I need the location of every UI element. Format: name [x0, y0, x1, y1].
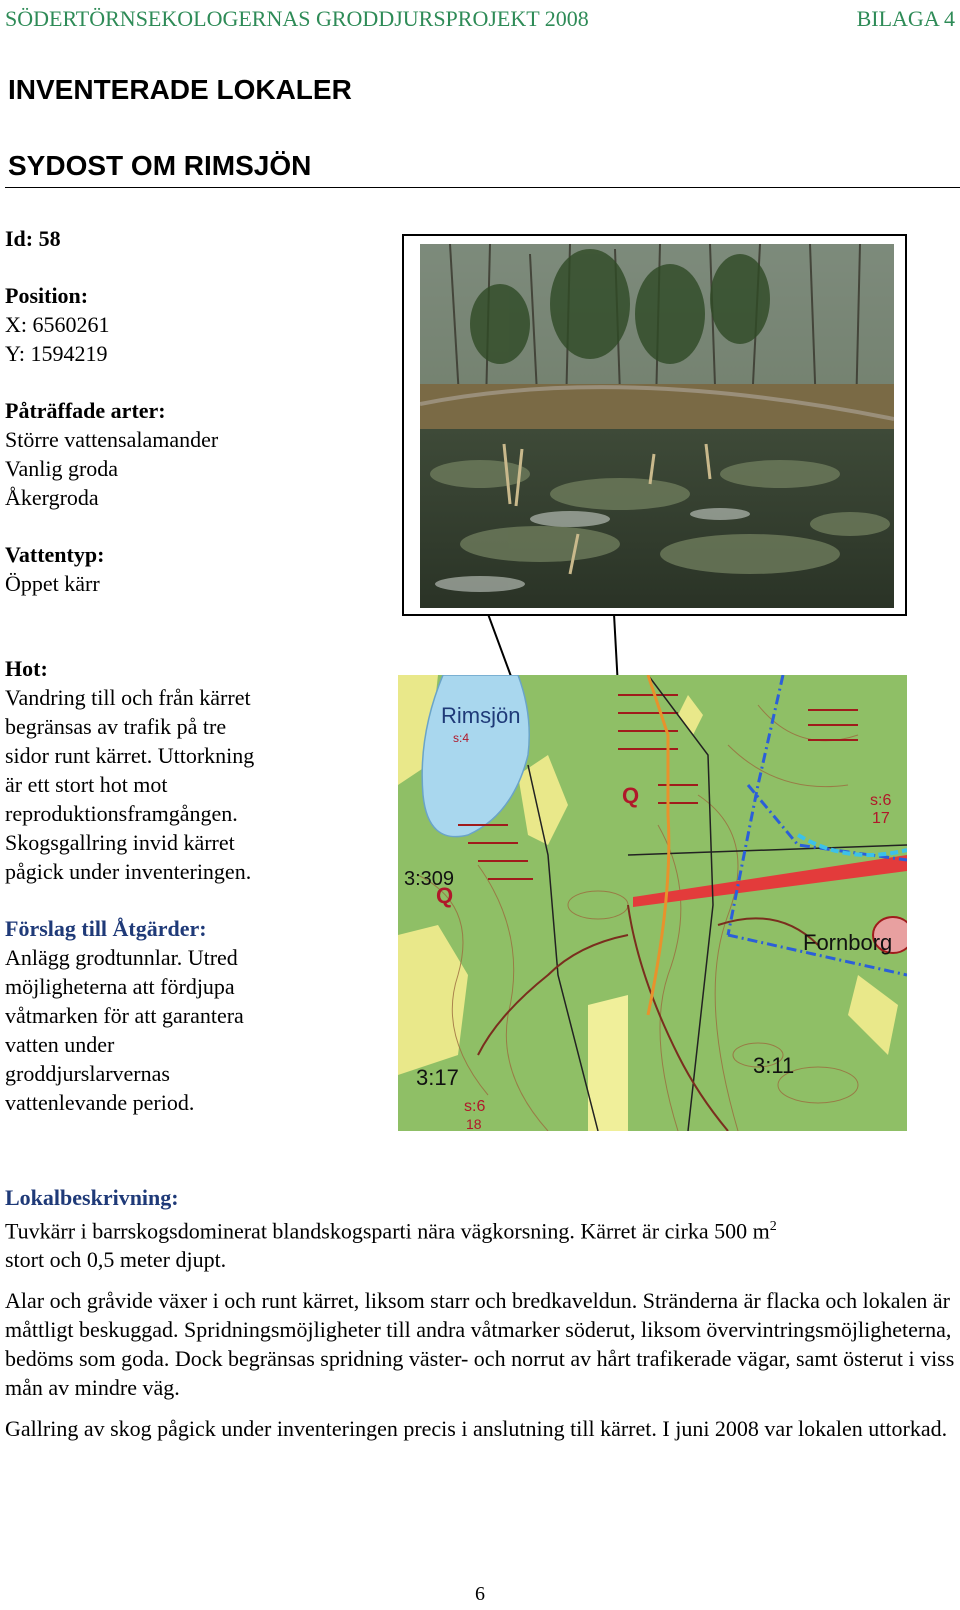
- id-value: 58: [38, 226, 61, 251]
- description-p1-sup: 2: [769, 1219, 777, 1234]
- description-p3: Gallring av skog pågick under inventeringen precis i anslutning till kärret. I juni 2008 var lokalen uttorkad.: [5, 1416, 948, 1442]
- water-type-label: Vattentyp:: [5, 542, 105, 567]
- measures-label: Förslag till Åtgärder:: [5, 916, 207, 941]
- project-title: SÖDERTÖRNSEKOLOGERNAS GRODDJURSPROJEKT 2008: [5, 6, 589, 31]
- threats-line: pågick under inventeringen.: [5, 859, 252, 884]
- site-description: [5, 1183, 955, 1455]
- svg-text:Q: Q: [622, 783, 640, 808]
- threats-line: är ett stort hot mot: [5, 772, 168, 797]
- map-area: [588, 995, 628, 1131]
- description-label: Lokalbeskrivning:: [5, 1185, 179, 1210]
- map-label: 17: [872, 810, 890, 827]
- species-item: Större vattensalamander: [5, 427, 219, 452]
- measures-line: våtmarken för att garantera: [5, 1003, 244, 1028]
- map-label-fornborg: Fornborg: [803, 930, 893, 955]
- water-type-value: Öppet kärr: [5, 571, 100, 596]
- threats-line: sidor runt kärret. Uttorkning: [5, 743, 255, 768]
- id-label: Id:: [5, 226, 34, 251]
- description-p1: Tuvkärr i barrskogsdominerat blandskogsparti nära vägkorsning. Kärret är cirka 500 m: [5, 1218, 770, 1244]
- measures-line: möjligheterna att fördjupa: [5, 974, 235, 999]
- map-label: 3:17: [416, 1065, 459, 1090]
- threats-line: Vandring till och från kärret: [5, 685, 251, 710]
- map-label: 3:309: [404, 868, 455, 890]
- appendix-label: BILAGA 4: [856, 6, 955, 31]
- species-label: Påträffade arter:: [5, 398, 166, 423]
- measures-line: Anlägg grodtunnlar. Utred: [5, 945, 238, 970]
- position-x: X: 6560261: [5, 312, 110, 337]
- map-label: 3:11: [753, 1053, 795, 1078]
- position-label: Position:: [5, 283, 89, 308]
- map-label: s:6: [870, 792, 892, 809]
- map-label-lake: Rimsjön: [441, 703, 521, 728]
- svg-text:Q: Q: [436, 883, 454, 908]
- measures-line: vatten under: [5, 1032, 115, 1057]
- site-map: [398, 675, 907, 1131]
- measures-line: vattenlevande period.: [5, 1090, 195, 1115]
- map-label: 18: [466, 1116, 482, 1131]
- species-item: Vanlig groda: [5, 456, 119, 481]
- threats-line: Skogsgallring invid kärret: [5, 830, 235, 855]
- wetland-photo: [420, 244, 894, 608]
- position-y: Y: 1594219: [5, 341, 108, 366]
- threats-line: reproduktionsframgången.: [5, 801, 238, 826]
- description-p1-end: stort och 0,5 meter djupt.: [5, 1247, 227, 1273]
- section-title: SYDOST OM RIMSJÖN: [8, 150, 312, 181]
- description-p2: Alar och gråvide växer i och runt kärret, liksom starr och bredkaveldun. Stränderna är flacka och lokalen är måttligt beskuggad. Spridningsmöjligheter till andra våtmarker söderut, liksom övervintringsmöjligheterna, bedöms som goda. Dock begränsas spridning väster- och norrut av hårt trafikerade vägar, samt österut i viss mån av mindre väg.: [5, 1288, 955, 1401]
- map-label-lake-code: s:4: [453, 731, 470, 745]
- page-title: INVENTERADE LOKALER: [8, 74, 352, 105]
- page-number: 6: [475, 1583, 485, 1605]
- photo-frame: [402, 234, 907, 616]
- species-item: Åkergroda: [5, 485, 99, 510]
- threats-line: begränsas av trafik på tre: [5, 714, 227, 739]
- threats-label: Hot:: [5, 656, 48, 681]
- measures-line: groddjurslarvernas: [5, 1061, 170, 1086]
- map-label: s:6: [464, 1098, 486, 1115]
